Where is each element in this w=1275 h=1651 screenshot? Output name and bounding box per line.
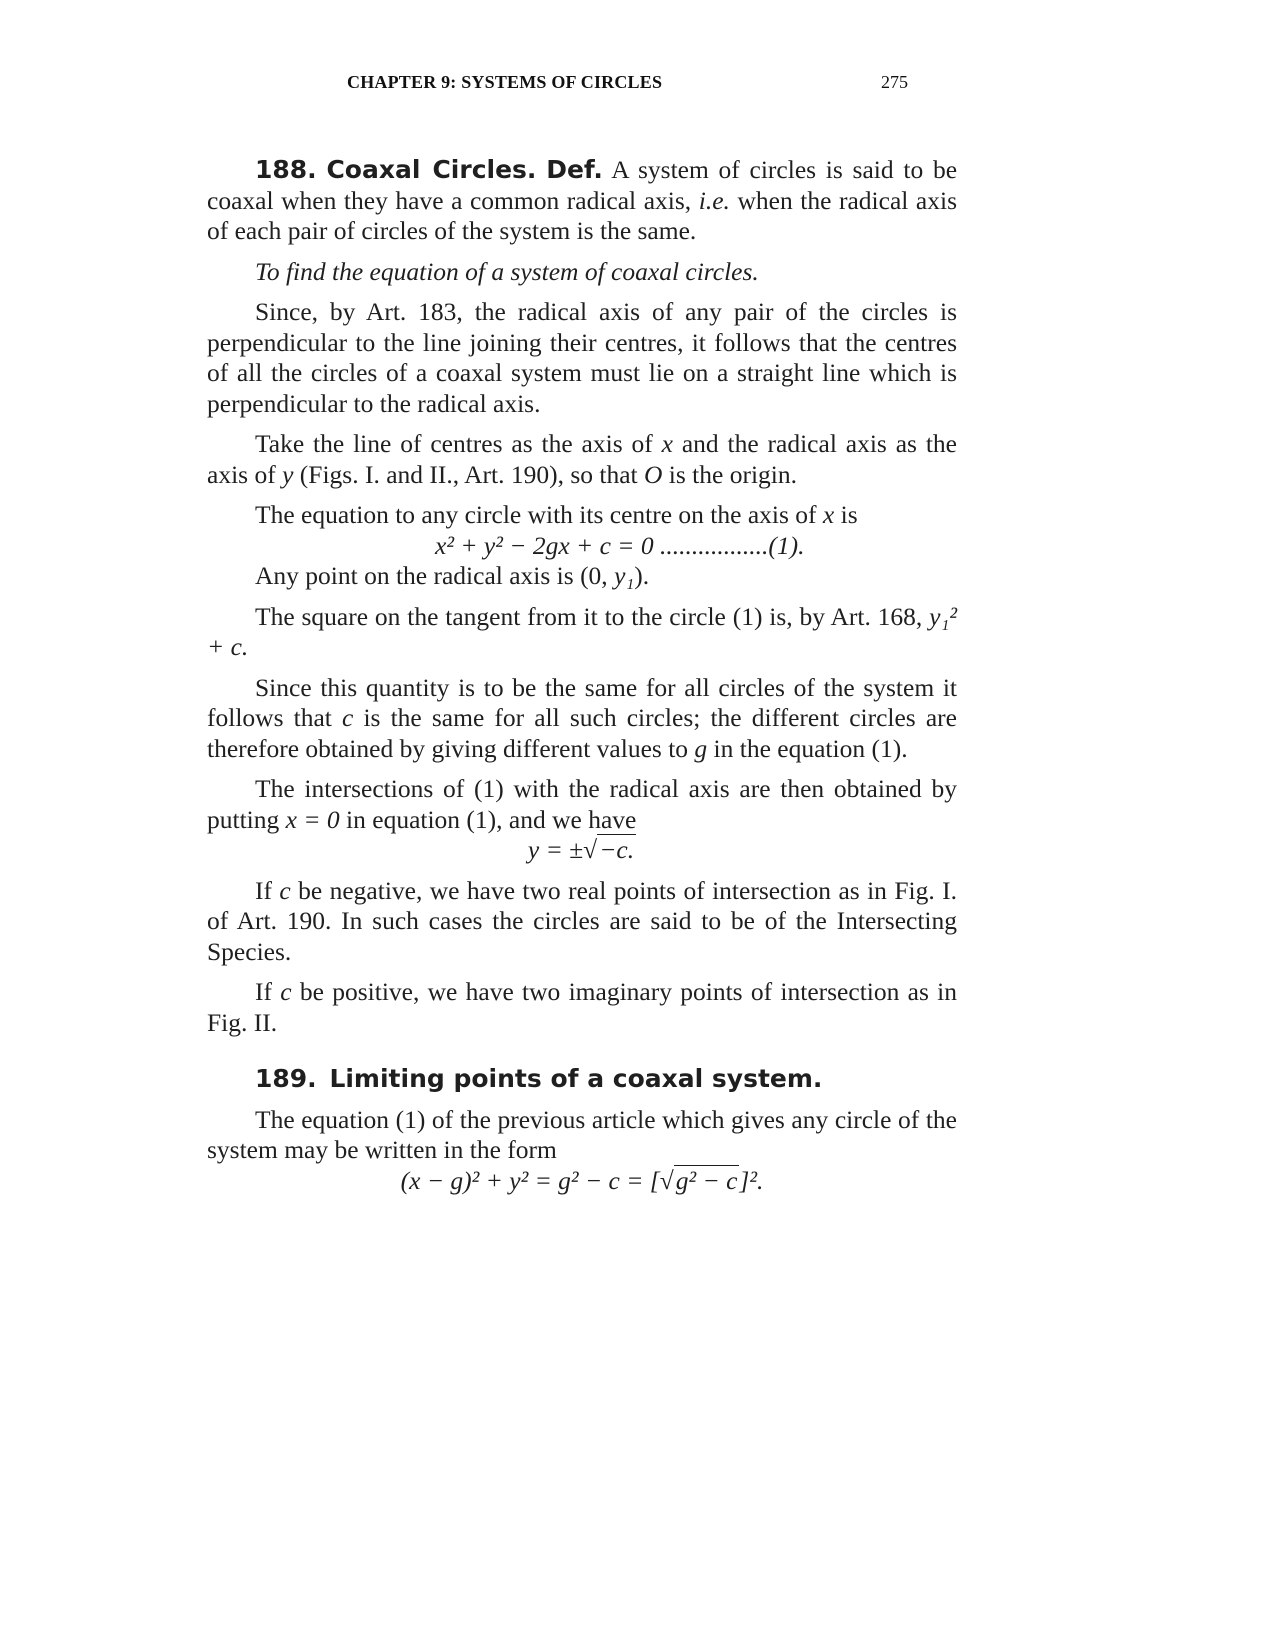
paragraph: [207, 673, 957, 765]
text: x: [661, 429, 673, 458]
text: y₁² + c.: [207, 601, 957, 661]
equation-1: x² + y² − 2gx + c = 0 .................(1).: [435, 530, 805, 560]
text: is the same for all such circles; the different circles are therefore obtained by giving different values to: [207, 703, 957, 763]
running-header: [0, 72, 1275, 102]
text: c: [342, 703, 354, 732]
text: (x − g)² + y² = g² − c = [√: [400, 1165, 674, 1195]
text: (Figs. I. and II., Art. 190), so that: [293, 459, 644, 489]
radicand: −c.: [599, 835, 635, 864]
paragraph: [207, 500, 957, 531]
paragraph: [207, 977, 957, 1038]
section-number: 188.: [255, 155, 317, 184]
paragraph: The equation (1) of the previous article which gives any circle of the system may be written in the form: [207, 1104, 957, 1164]
text: Any point on the radical axis is (0,: [255, 561, 615, 590]
text: Take the line of centres as the axis of: [255, 429, 662, 458]
text: The square on the tangent from it to the circle (1) is, by Art. 168,: [255, 601, 930, 631]
text: is: [834, 500, 858, 529]
paragraph: [207, 429, 957, 490]
text: Since this quantity is to be the same for all circles of the system it follows that: [207, 672, 957, 732]
text: in equation (1), and we have: [339, 804, 637, 834]
text: i.e.: [698, 185, 730, 215]
text: be positive, we have two imaginary points of intersection as in Fig. II.: [207, 977, 957, 1037]
text: be negative, we have two real points of intersection as in Fig. I. of Art. 190. In such cases the circles are said to be of the Intersecting Species.: [207, 875, 957, 966]
equation-3: [207, 1166, 957, 1197]
radicand: g² − c: [675, 1165, 738, 1195]
text: A system of circles is said to be coaxal when they have a common radical axis,: [207, 155, 958, 215]
section-number: 189.: [255, 1064, 317, 1093]
text: The intersections of (1) with the radical axis are then obtained by putting: [207, 774, 957, 834]
text: y = ±√: [527, 835, 598, 864]
text: ).: [634, 561, 650, 590]
text: and the radical axis as the axis of: [207, 429, 957, 489]
text: The equation to any circle with its centre on the axis of: [255, 500, 823, 529]
def-label: Def.: [546, 155, 603, 184]
section-title: Limiting points of a coaxal system.: [329, 1064, 823, 1093]
text: is the origin.: [662, 459, 797, 489]
page-number: 275: [881, 72, 908, 92]
paragraph: [207, 774, 957, 835]
equation-2: [207, 835, 957, 866]
text: x: [822, 500, 835, 529]
text: in the equation (1).: [707, 733, 908, 763]
text: c: [280, 977, 292, 1006]
paragraph: Since, by Art. 183, the radical axis of any pair of the circles is perpendicular to the line joining their centres, it follows that the centres of all the circles of a coaxal system must lie on a straight line which is perpendicular to the radical axis.: [207, 297, 957, 418]
section-title: Coaxal Circles.: [326, 155, 537, 184]
definition-paragraph: [207, 155, 957, 247]
text: y₁: [614, 561, 635, 590]
text: If: [255, 977, 281, 1006]
text: c: [279, 875, 291, 905]
text: ]².: [739, 1165, 764, 1195]
page-body: [207, 155, 957, 1196]
paragraph: [207, 876, 957, 968]
paragraph: [207, 602, 957, 663]
text: y: [282, 459, 294, 489]
subheading: To find the equation of a system of coaxal circles.: [255, 256, 759, 286]
text: x = 0: [285, 804, 340, 834]
text: If: [255, 875, 280, 905]
paragraph: [207, 561, 957, 592]
text: g: [694, 733, 708, 763]
chapter-title: CHAPTER 9: SYSTEMS OF CIRCLES: [347, 72, 663, 92]
section-heading: [207, 1064, 957, 1095]
text: O: [644, 459, 663, 489]
text: when the radical axis of each pair of circles of the system is the same.: [207, 185, 958, 245]
